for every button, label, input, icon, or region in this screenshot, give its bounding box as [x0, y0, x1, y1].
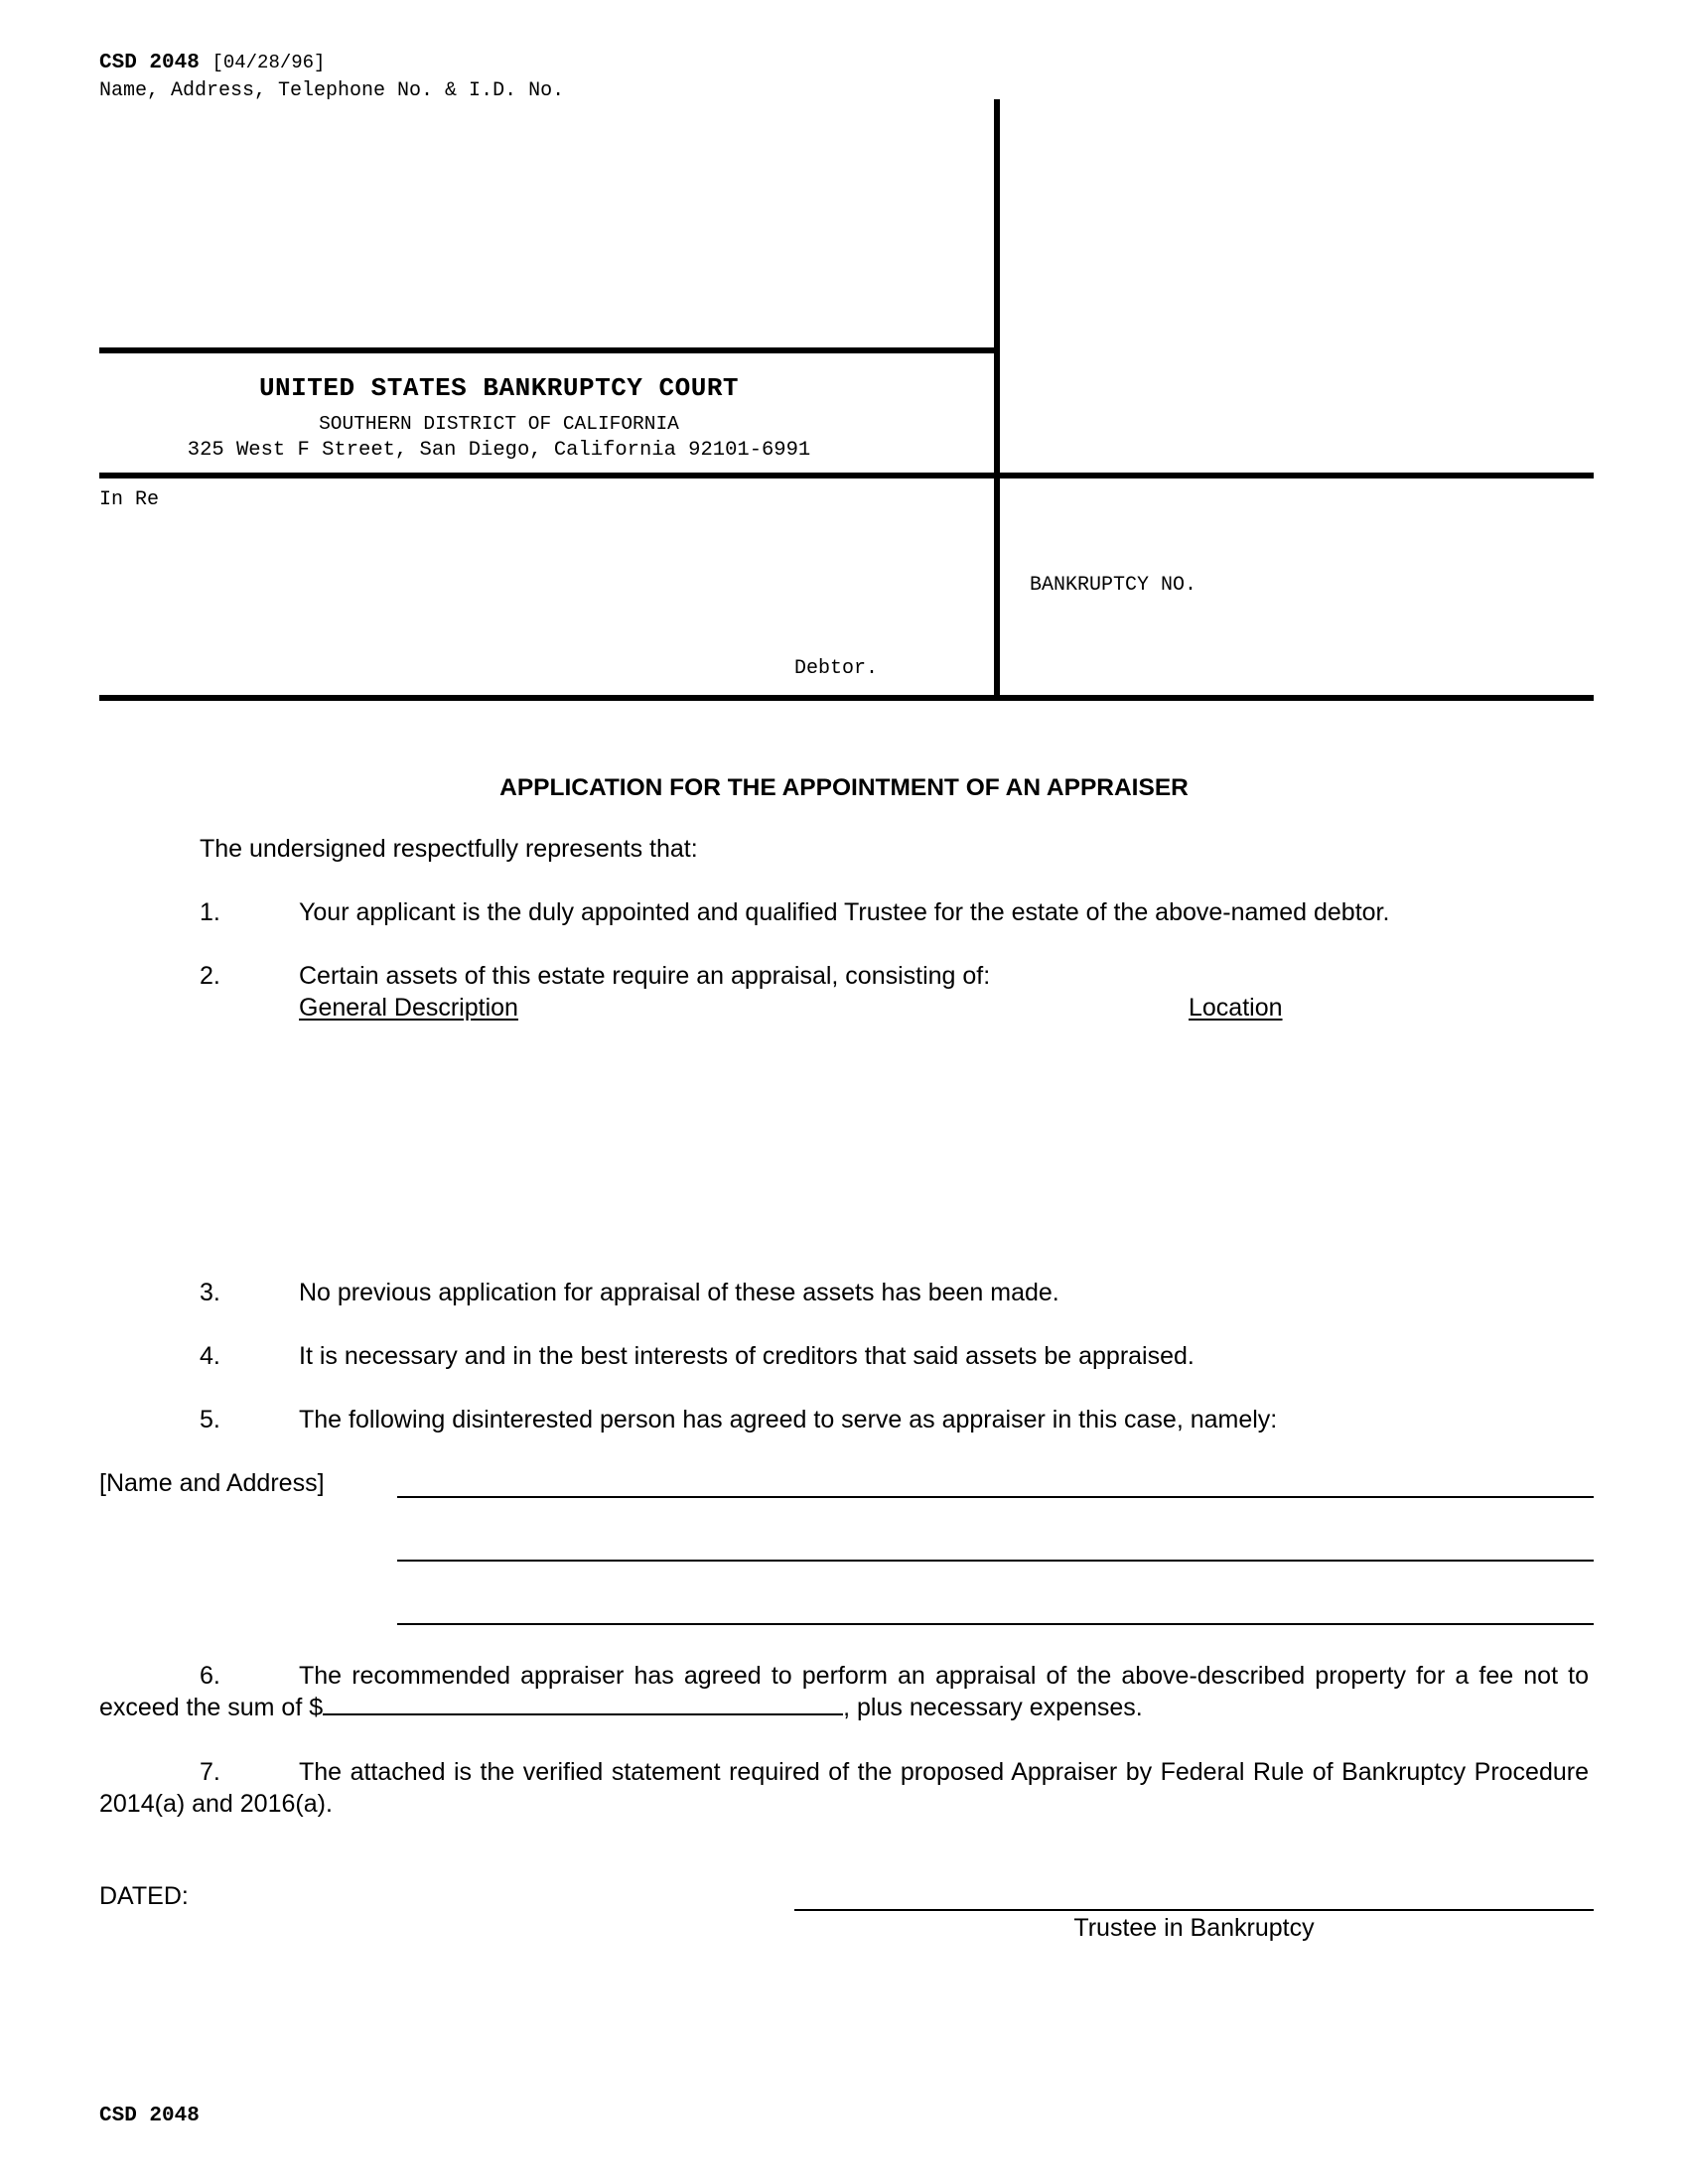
item-paragraph-7 [99, 1756, 1589, 1820]
item-number-7: 7. [200, 1758, 220, 1786]
item-paragraph-6 [99, 1660, 1589, 1723]
signature-label: Trustee in Bankruptcy [1073, 1914, 1315, 1942]
court-district: SOUTHERN DISTRICT OF CALIFORNIA [319, 413, 679, 435]
item-number-2: 2. [200, 962, 220, 990]
item-number-3: 3. [200, 1279, 220, 1306]
court-address: 325 West F Street, San Diego, California 92101-6991 [187, 439, 811, 462]
item-text-1: Your applicant is the duly appointed and qualified Trustee for the estate of the above-named debtor. [299, 898, 1390, 926]
item-text-5: The following disinterested person has agreed to serve as appraiser in this case, namely: [299, 1406, 1278, 1433]
attorney-info-label: Name, Address, Telephone No. & I.D. No. [99, 79, 565, 102]
form-id [99, 52, 325, 74]
item-text-2: Certain assets of this estate require an appraisal, consisting of: [299, 962, 991, 990]
item-text-3: No previous application for appraisal of these assets has been made. [299, 1279, 1059, 1306]
name-address-line-1[interactable] [397, 1496, 1594, 1498]
item-number-6: 6. [200, 1662, 220, 1690]
caption-rule-middle [99, 473, 1594, 478]
in-re-label: In Re [99, 488, 160, 511]
fee-amount-blank[interactable] [323, 1692, 843, 1715]
document-title: APPLICATION FOR THE APPOINTMENT OF AN APPRAISER [499, 774, 1189, 801]
name-address-line-2[interactable] [397, 1560, 1594, 1562]
caption-rule-top [99, 347, 997, 353]
name-address-line-3[interactable] [397, 1623, 1594, 1625]
court-title: UNITED STATES BANKRUPTCY COURT [258, 373, 740, 403]
item-number-5: 5. [200, 1406, 220, 1433]
item-number-4: 4. [200, 1342, 220, 1370]
debtor-label: Debtor. [794, 657, 879, 680]
caption-vertical-divider [994, 99, 1000, 699]
column-header-location: Location [1189, 994, 1283, 1022]
item-text-6-before: The recommended appraiser has agreed to perform an appraisal of the above-described property for a fee not to exceed the sum of $ [99, 1662, 1589, 1721]
form-revision-date: [04/28/96] [211, 52, 326, 73]
name-address-label: [Name and Address] [99, 1469, 325, 1497]
bankruptcy-number-label: BANKRUPTCY NO. [1030, 574, 1197, 597]
form-number: CSD 2048 [99, 52, 200, 74]
signature-line[interactable] [794, 1909, 1594, 1911]
footer-form-id: CSD 2048 [99, 2105, 200, 2127]
item-text-6-after: , plus necessary expenses. [843, 1694, 1143, 1721]
item-text-4: It is necessary and in the best interests of creditors that said assets be appraised. [299, 1342, 1195, 1370]
caption-rule-bottom [99, 695, 1594, 701]
dated-label: DATED: [99, 1882, 189, 1910]
column-header-description: General Description [299, 994, 518, 1022]
intro-text: The undersigned respectfully represents that: [200, 835, 698, 863]
item-text-7: The attached is the verified statement required of the proposed Appraiser by Federal Rule of Bankruptcy Procedure 2014(a) and 2016(a). [99, 1758, 1589, 1818]
item-number-1: 1. [200, 898, 220, 926]
